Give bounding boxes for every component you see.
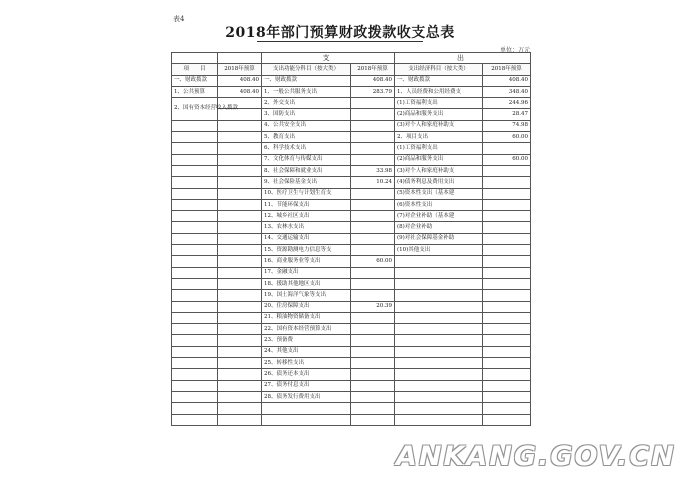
function-subject-cell: 28、债务发行费用支出 (262, 391, 351, 402)
item-budget-cell (218, 154, 262, 165)
table-row (172, 143, 531, 154)
economic-budget-cell (483, 358, 531, 369)
item-name-cell: 一、财政拨款 (172, 75, 218, 86)
function-subject-cell: 一、财政拨款 (262, 75, 351, 86)
item-budget-cell (218, 211, 262, 222)
column-header: 支出功能分科目（按大类） (262, 64, 351, 75)
function-subject-cell: 9、社会保险基金支出 (262, 177, 351, 188)
function-budget-cell (351, 380, 395, 391)
item-name-cell (172, 199, 218, 210)
economic-budget-cell (483, 177, 531, 188)
function-subject-cell: 18、援助其他地区支出 (262, 278, 351, 289)
table-row (172, 211, 531, 222)
function-budget-cell (351, 290, 395, 301)
table-row (172, 301, 531, 312)
table-row (172, 256, 531, 267)
economic-subject-cell: (10)其他支出 (395, 245, 483, 256)
item-name-cell (172, 188, 218, 199)
function-subject-cell: 3、国防支出 (262, 109, 351, 120)
table-row (172, 358, 531, 369)
function-budget-cell (351, 211, 395, 222)
function-budget-cell: 60.00 (351, 256, 395, 267)
function-subject-cell: 26、债务还本支出 (262, 369, 351, 380)
table-row (172, 120, 531, 131)
economic-budget-cell (483, 403, 531, 414)
economic-budget-cell (483, 143, 531, 154)
function-budget-cell (351, 278, 395, 289)
item-budget-cell: 408.40 (218, 86, 262, 97)
table-row (172, 267, 531, 278)
item-name-cell (172, 256, 218, 267)
economic-subject-cell (395, 324, 483, 335)
economic-budget-cell (483, 199, 531, 210)
column-header: 2018年预算 (483, 64, 531, 75)
item-budget-cell (218, 369, 262, 380)
item-budget-cell (218, 233, 262, 244)
item-name-cell (172, 414, 218, 425)
table-row (172, 165, 531, 176)
item-budget-cell (218, 165, 262, 176)
function-budget-cell (351, 199, 395, 210)
item-name-cell (172, 120, 218, 131)
function-subject-cell: 14、交通运输支出 (262, 233, 351, 244)
function-subject-cell: 17、金融支出 (262, 267, 351, 278)
function-budget-cell (351, 369, 395, 380)
function-subject-cell: 15、资源勘测电力信息等支 (262, 245, 351, 256)
item-budget-cell (218, 222, 262, 233)
group-header-blank (218, 53, 262, 64)
item-name-cell (172, 233, 218, 244)
table-row (172, 177, 531, 188)
function-subject-cell: 8、社会保障和就业支出 (262, 165, 351, 176)
column-header: 2018年预算 (351, 64, 395, 75)
economic-subject-cell (395, 346, 483, 357)
unit-label: 单位：万元 (499, 47, 530, 54)
economic-subject-cell (395, 369, 483, 380)
item-name-cell: 1、公共预算 (172, 86, 218, 97)
function-subject-cell: 2、外交支出 (262, 98, 351, 109)
function-budget-cell: 408.40 (351, 75, 395, 86)
table-row (172, 278, 531, 289)
watermark: ANKANG.GOV.CN (396, 441, 676, 472)
economic-budget-cell (483, 324, 531, 335)
economic-subject-cell (395, 335, 483, 346)
function-subject-cell: 19、国土海洋气象等支出 (262, 290, 351, 301)
function-budget-cell (351, 222, 395, 233)
function-budget-cell (351, 98, 395, 109)
economic-budget-cell (483, 211, 531, 222)
economic-budget-cell: 408.40 (483, 75, 531, 86)
economic-subject-cell: (3)对个人和家庭补助支 (395, 165, 483, 176)
economic-subject-cell (395, 267, 483, 278)
economic-budget-cell: 348.40 (483, 86, 531, 97)
function-budget-cell (351, 324, 395, 335)
economic-budget-cell: 28.47 (483, 109, 531, 120)
table-row (172, 222, 531, 233)
table-row (172, 403, 531, 414)
function-subject-cell: 5、教育支出 (262, 132, 351, 143)
item-budget-cell (218, 290, 262, 301)
function-budget-cell (351, 188, 395, 199)
function-subject-cell: 11、节能环保支出 (262, 199, 351, 210)
table-row (172, 324, 531, 335)
function-subject-cell: 23、预备费 (262, 335, 351, 346)
title-underline (257, 41, 423, 42)
economic-subject-cell (395, 301, 483, 312)
economic-budget-cell (483, 301, 531, 312)
function-subject-cell: 12、城乡社区支出 (262, 211, 351, 222)
economic-budget-cell: 74.98 (483, 120, 531, 131)
table-row (172, 380, 531, 391)
economic-subject-cell (395, 403, 483, 414)
table-row (172, 312, 531, 323)
item-name-cell (172, 211, 218, 222)
function-subject-cell: 25、转移性支出 (262, 358, 351, 369)
item-name-cell (172, 369, 218, 380)
economic-budget-cell (483, 414, 531, 425)
table-number: 表4 (173, 15, 185, 23)
item-name-cell (172, 267, 218, 278)
table-row (172, 414, 531, 425)
economic-budget-cell (483, 391, 531, 402)
economic-budget-cell: 60.00 (483, 132, 531, 143)
group-header-row (172, 53, 531, 64)
item-name-cell (172, 301, 218, 312)
economic-subject-cell (395, 380, 483, 391)
function-budget-cell (351, 312, 395, 323)
item-name-cell (172, 278, 218, 289)
function-subject-cell: 22、国有资本经营预算支出 (262, 324, 351, 335)
function-subject-cell: 6、科学技术支出 (262, 143, 351, 154)
table-row (172, 188, 531, 199)
table-row (172, 290, 531, 301)
table-row (172, 233, 531, 244)
function-subject-cell: 13、农林水支出 (262, 222, 351, 233)
economic-subject-cell (395, 391, 483, 402)
item-budget-cell (218, 143, 262, 154)
table-row (172, 154, 531, 165)
item-budget-cell (218, 414, 262, 425)
item-budget-cell (218, 391, 262, 402)
economic-subject-cell: (1)工资福利支出 (395, 143, 483, 154)
column-header: 支出经济科目（按大类） (395, 64, 483, 75)
item-budget-cell (218, 380, 262, 391)
function-budget-cell (351, 267, 395, 278)
item-name-cell (172, 245, 218, 256)
economic-budget-cell (483, 369, 531, 380)
economic-budget-cell (483, 290, 531, 301)
economic-subject-cell: (7)对企业补助（基本建 (395, 211, 483, 222)
economic-subject-cell: (4)债务利息及费用支出 (395, 177, 483, 188)
item-name-cell (172, 222, 218, 233)
table-row (172, 86, 531, 97)
function-subject-cell: 10、医疗卫生与计划生育支 (262, 188, 351, 199)
item-name-cell (172, 132, 218, 143)
item-name-cell (172, 380, 218, 391)
item-name-cell (172, 324, 218, 335)
table-row (172, 335, 531, 346)
economic-subject-cell: (2)商品和服务支出 (395, 109, 483, 120)
function-budget-cell (351, 358, 395, 369)
function-budget-cell (351, 233, 395, 244)
economic-subject-cell: (6)资本性支出 (395, 199, 483, 210)
item-budget-cell (218, 132, 262, 143)
item-name-cell (172, 177, 218, 188)
economic-subject-cell: (3)对个人和家庭补助支 (395, 120, 483, 131)
column-header: 项 目 (172, 64, 218, 75)
function-budget-cell (351, 335, 395, 346)
economic-subject-cell (395, 312, 483, 323)
economic-budget-cell (483, 312, 531, 323)
function-subject-cell: 21、粮油物资储备支出 (262, 312, 351, 323)
item-budget-cell (218, 312, 262, 323)
economic-budget-cell (483, 380, 531, 391)
item-budget-cell (218, 403, 262, 414)
group-header-expenditure: 支 (262, 53, 395, 64)
page-title: 2018年部门预算财政拨款收支总表 (225, 25, 455, 41)
item-budget-cell (218, 358, 262, 369)
economic-subject-cell (395, 290, 483, 301)
item-budget-cell (218, 245, 262, 256)
function-budget-cell (351, 391, 395, 402)
item-name-cell (172, 335, 218, 346)
group-header-outflow: 出 (395, 53, 531, 64)
function-budget-cell (351, 245, 395, 256)
function-budget-cell (351, 154, 395, 165)
function-budget-cell (351, 109, 395, 120)
economic-budget-cell (483, 278, 531, 289)
item-name-cell: 2、国有资本经营收入拨款 (172, 98, 218, 121)
item-budget-cell (218, 120, 262, 131)
item-name-cell (172, 290, 218, 301)
function-budget-cell: 10.24 (351, 177, 395, 188)
item-budget-cell (218, 256, 262, 267)
item-budget-cell (218, 177, 262, 188)
function-budget-cell (351, 120, 395, 131)
economic-subject-cell (395, 278, 483, 289)
economic-budget-cell (483, 256, 531, 267)
item-budget-cell (218, 188, 262, 199)
item-budget-cell (218, 199, 262, 210)
table-row (172, 391, 531, 402)
economic-subject-cell: (5)资本性支出（基本建 (395, 188, 483, 199)
economic-subject-cell: (1)工资福利支出 (395, 98, 483, 109)
function-budget-cell (351, 143, 395, 154)
economic-subject-cell (395, 414, 483, 425)
economic-budget-cell: 244.96 (483, 98, 531, 109)
economic-budget-cell (483, 188, 531, 199)
table-row (172, 245, 531, 256)
item-name-cell (172, 143, 218, 154)
function-budget-cell (351, 414, 395, 425)
table-row (172, 369, 531, 380)
item-name-cell (172, 403, 218, 414)
function-subject-cell: 27、债务付息支出 (262, 380, 351, 391)
column-header: 2018年预算 (218, 64, 262, 75)
item-name-cell (172, 391, 218, 402)
item-budget-cell (218, 324, 262, 335)
column-header-row (172, 64, 531, 75)
economic-budget-cell (483, 335, 531, 346)
function-subject-cell: 16、商业服务业等支出 (262, 256, 351, 267)
table-row (172, 346, 531, 357)
economic-subject-cell: (2)商品和服务支出 (395, 154, 483, 165)
economic-budget-cell (483, 245, 531, 256)
economic-budget-cell (483, 165, 531, 176)
item-name-cell (172, 312, 218, 323)
table-row (172, 75, 531, 86)
item-name-cell (172, 358, 218, 369)
function-budget-cell: 33.98 (351, 165, 395, 176)
item-name-cell (172, 154, 218, 165)
function-subject-cell (262, 403, 351, 414)
item-name-cell (172, 165, 218, 176)
budget-table (171, 52, 531, 426)
economic-subject-cell: 2、项目支出 (395, 132, 483, 143)
economic-budget-cell (483, 222, 531, 233)
function-subject-cell: 24、其他支出 (262, 346, 351, 357)
function-budget-cell (351, 346, 395, 357)
item-budget-cell (218, 278, 262, 289)
table-row (172, 132, 531, 143)
function-budget-cell (351, 132, 395, 143)
economic-budget-cell: 60.00 (483, 154, 531, 165)
item-budget-cell (218, 346, 262, 357)
item-budget-cell (218, 335, 262, 346)
function-subject-cell: 4、公共安全支出 (262, 120, 351, 131)
function-subject-cell (262, 414, 351, 425)
function-subject-cell: 1、一般公共服务支出 (262, 86, 351, 97)
economic-subject-cell (395, 358, 483, 369)
table-body (172, 75, 531, 425)
economic-subject-cell: 1、人员经费和公用经费支 (395, 86, 483, 97)
economic-budget-cell (483, 233, 531, 244)
item-budget-cell (218, 267, 262, 278)
function-budget-cell: 20.39 (351, 301, 395, 312)
item-name-cell (172, 346, 218, 357)
group-header-blank (172, 53, 218, 64)
table-row (172, 98, 531, 109)
economic-subject-cell: (9)对社会保障基金补助 (395, 233, 483, 244)
function-budget-cell: 283.79 (351, 86, 395, 97)
function-budget-cell (351, 403, 395, 414)
economic-budget-cell (483, 346, 531, 357)
table-row (172, 199, 531, 210)
item-budget-cell (218, 301, 262, 312)
function-subject-cell: 20、住房保障支出 (262, 301, 351, 312)
economic-subject-cell (395, 256, 483, 267)
economic-subject-cell: 一、财政拨款 (395, 75, 483, 86)
function-subject-cell: 7、文化体育与传媒支出 (262, 154, 351, 165)
economic-subject-cell: (8)对企业补助 (395, 222, 483, 233)
item-budget-cell: 408.40 (218, 75, 262, 86)
economic-budget-cell (483, 267, 531, 278)
